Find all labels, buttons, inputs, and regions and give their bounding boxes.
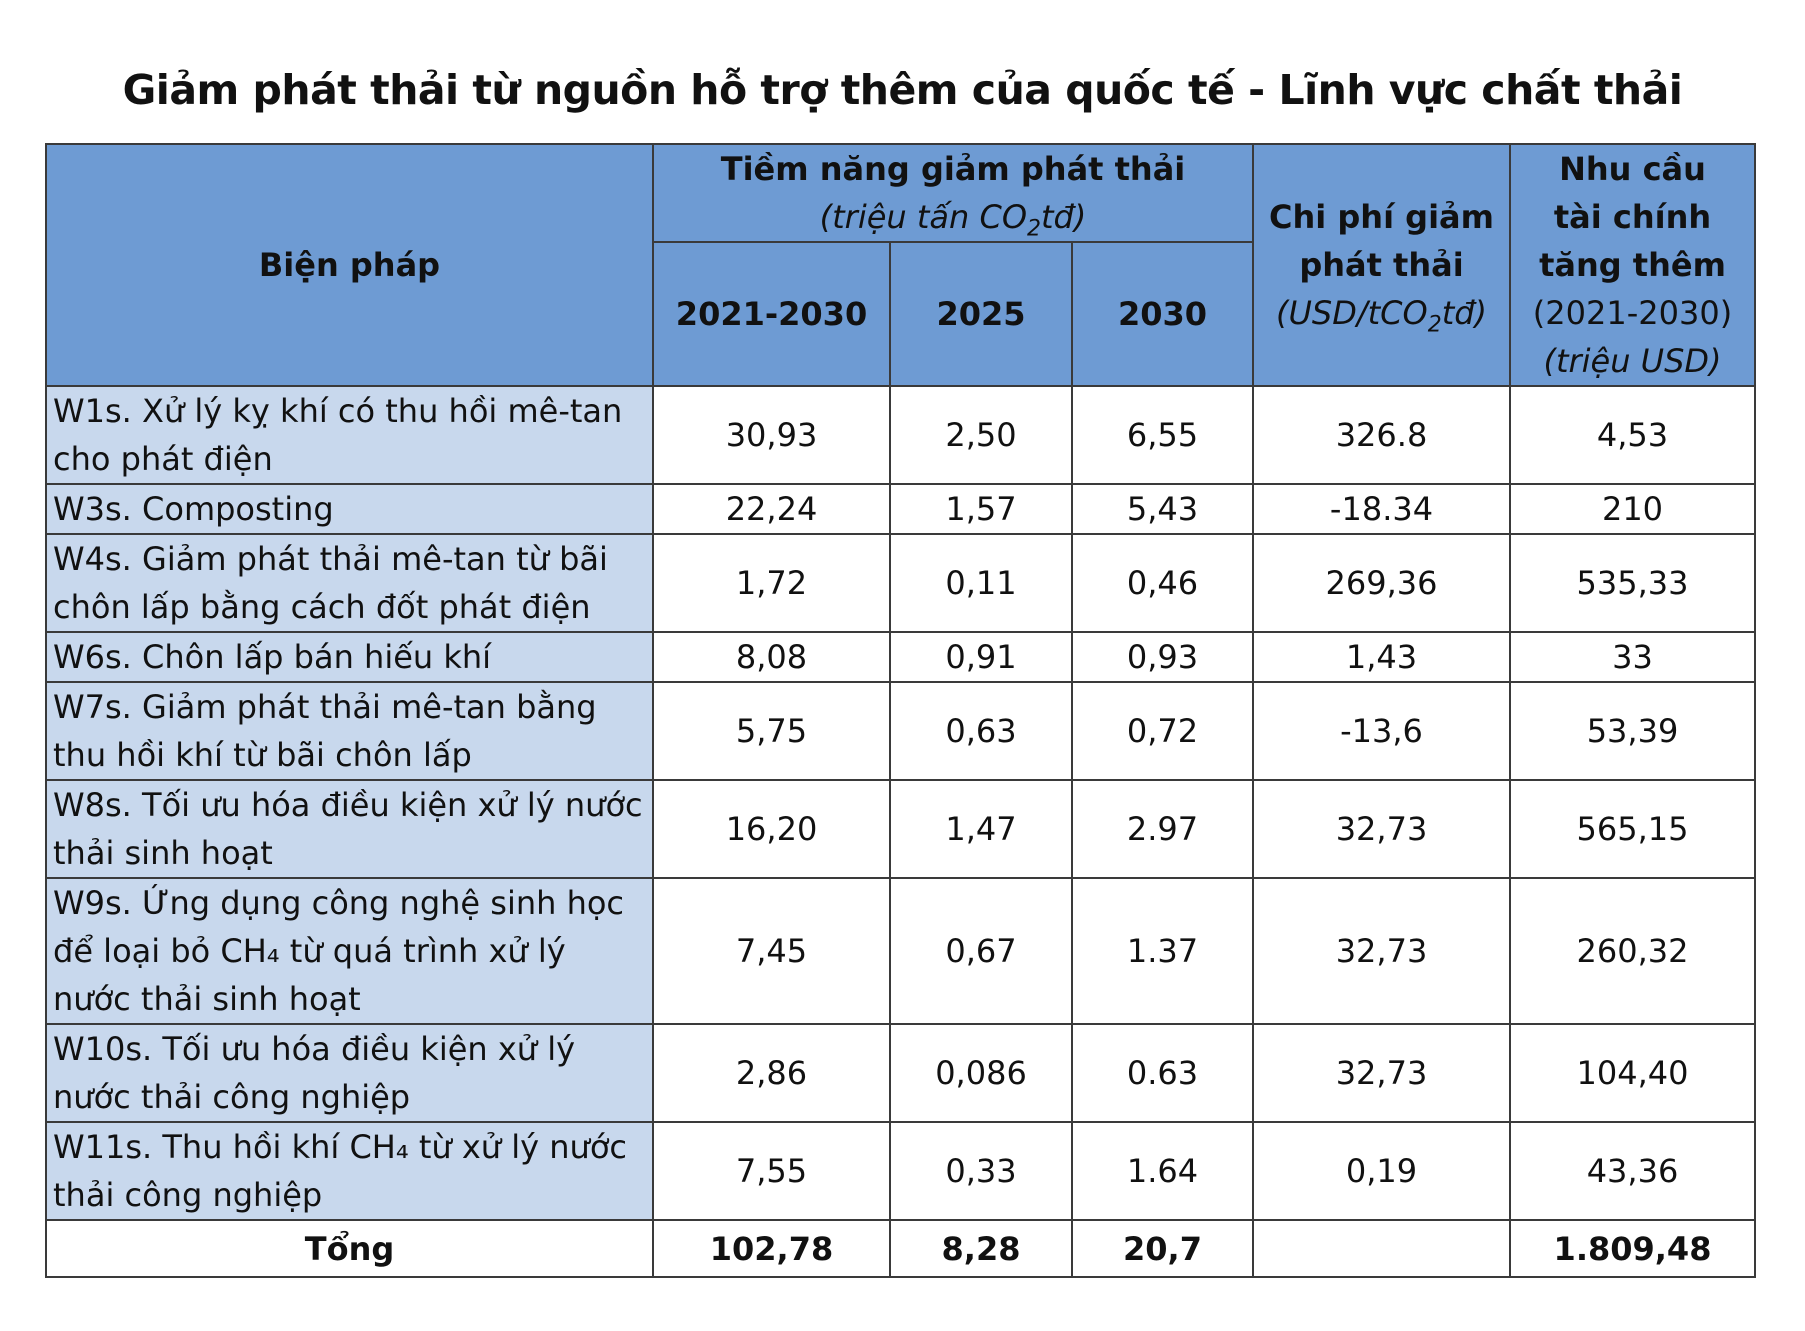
measure-cell: W8s. Tối ưu hóa điều kiện xử lý nước thải sinh hoạt xyxy=(46,780,653,878)
measure-cell: W6s. Chôn lấp bán hiếu khí xyxy=(46,632,653,682)
table-row xyxy=(46,682,1755,780)
page-title: Giảm phát thải từ nguồn hỗ trợ thêm của quốc tế - Lĩnh vực chất thải xyxy=(122,66,1683,114)
value-cell: 4,53 xyxy=(1510,386,1755,484)
value-cell: 5,43 xyxy=(1072,484,1253,534)
value-cell: 6,55 xyxy=(1072,386,1253,484)
table-row xyxy=(46,632,1755,682)
value-cell: 2.97 xyxy=(1072,780,1253,878)
total-value-cell xyxy=(1253,1220,1510,1277)
table-row xyxy=(46,484,1755,534)
value-cell: 32,73 xyxy=(1253,878,1510,1024)
table-row xyxy=(46,534,1755,632)
measure-cell: W10s. Tối ưu hóa điều kiện xử lý nước thải công nghiệp xyxy=(46,1024,653,1122)
table-row xyxy=(46,386,1755,484)
header-potential-unit: (triệu tấn $CO_2tđ$) xyxy=(819,198,1087,242)
value-cell: 1,47 xyxy=(890,780,1072,878)
value-cell: 0,11 xyxy=(890,534,1072,632)
total-value-cell: 8,28 xyxy=(890,1220,1072,1277)
value-cell: 22,24 xyxy=(653,484,890,534)
value-cell: 43,36 xyxy=(1510,1122,1755,1220)
value-cell: 535,33 xyxy=(1510,534,1755,632)
value-cell: 2,86 xyxy=(653,1024,890,1122)
table-row xyxy=(46,1122,1755,1220)
value-cell: 260,32 xyxy=(1510,878,1755,1024)
header-year-2025: 2025 xyxy=(890,242,1072,386)
value-cell: -18.34 xyxy=(1253,484,1510,534)
header-finance-period: (2021-2030) xyxy=(1532,294,1733,332)
value-cell: 0,72 xyxy=(1072,682,1253,780)
measure-cell: W1s. Xử lý kỵ khí có thu hồi mê-tan cho phát điện xyxy=(46,386,653,484)
total-row xyxy=(46,1220,1755,1277)
total-value-cell: 1.809,48 xyxy=(1510,1220,1755,1277)
value-cell: 7,45 xyxy=(653,878,890,1024)
measure-cell: W11s. Thu hồi khí CH₄ từ xử lý nước thải công nghiệp xyxy=(46,1122,653,1220)
value-cell: 32,73 xyxy=(1253,1024,1510,1122)
value-cell: 326.8 xyxy=(1253,386,1510,484)
measure-cell: W9s. Ứng dụng công nghệ sinh học để loại bỏ CH₄ từ quá trình xử lý nước thải sinh hoạt xyxy=(46,878,653,1024)
value-cell: 104,40 xyxy=(1510,1024,1755,1122)
header-cost: Chi phí giảm phát thải (USD/tCO$_2$tđ) xyxy=(1253,144,1510,386)
total-label: Tổng xyxy=(46,1220,653,1277)
value-cell: 1.37 xyxy=(1072,878,1253,1024)
table-row xyxy=(46,1024,1755,1122)
value-cell: 0,086 xyxy=(890,1024,1072,1122)
header-potential-title: Tiềm năng giảm phát thải xyxy=(720,150,1186,188)
table-row xyxy=(46,878,1755,1024)
header-row-top xyxy=(46,144,1755,242)
value-cell: 30,93 xyxy=(653,386,890,484)
value-cell: 1.64 xyxy=(1072,1122,1253,1220)
value-cell: 7,55 xyxy=(653,1122,890,1220)
value-cell: 0,63 xyxy=(890,682,1072,780)
measure-cell: W3s. Composting xyxy=(46,484,653,534)
value-cell: 0,67 xyxy=(890,878,1072,1024)
value-cell: 1,72 xyxy=(653,534,890,632)
value-cell: 565,15 xyxy=(1510,780,1755,878)
value-cell: 269,36 xyxy=(1253,534,1510,632)
measure-cell: W4s. Giảm phát thải mê-tan từ bãi chôn lấp bằng cách đốt phát điện xyxy=(46,534,653,632)
header-year-2021-2030: 2021-2030 xyxy=(653,242,890,386)
value-cell: -13,6 xyxy=(1253,682,1510,780)
emission-reduction-table xyxy=(45,143,1756,1278)
value-cell: 5,75 xyxy=(653,682,890,780)
value-cell: 8,08 xyxy=(653,632,890,682)
total-value-cell: 102,78 xyxy=(653,1220,890,1277)
header-cost-unit: (USD/tCO$_2$tđ) xyxy=(1275,294,1488,338)
value-cell: 0.63 xyxy=(1072,1024,1253,1122)
table-row xyxy=(46,780,1755,878)
header-measure: Biện pháp xyxy=(46,144,653,386)
value-cell: 53,39 xyxy=(1510,682,1755,780)
value-cell: 1,43 xyxy=(1253,632,1510,682)
header-year-2030: 2030 xyxy=(1072,242,1253,386)
header-potential xyxy=(653,144,1253,242)
value-cell: 2,50 xyxy=(890,386,1072,484)
value-cell: 210 xyxy=(1510,484,1755,534)
value-cell: 0,93 xyxy=(1072,632,1253,682)
value-cell: 0,19 xyxy=(1253,1122,1510,1220)
value-cell: 0,91 xyxy=(890,632,1072,682)
value-cell: 33 xyxy=(1510,632,1755,682)
value-cell: 0,46 xyxy=(1072,534,1253,632)
value-cell: 1,57 xyxy=(890,484,1072,534)
value-cell: 16,20 xyxy=(653,780,890,878)
value-cell: 32,73 xyxy=(1253,780,1510,878)
header-finance: Nhu cầu tài chính tăng thêm (2021-2030) (triệu USD) xyxy=(1510,144,1755,386)
measure-cell: W7s. Giảm phát thải mê-tan bằng thu hồi khí từ bãi chôn lấp xyxy=(46,682,653,780)
total-value-cell: 20,7 xyxy=(1072,1220,1253,1277)
header-finance-unit: (triệu USD) xyxy=(1543,342,1722,380)
value-cell: 0,33 xyxy=(890,1122,1072,1220)
